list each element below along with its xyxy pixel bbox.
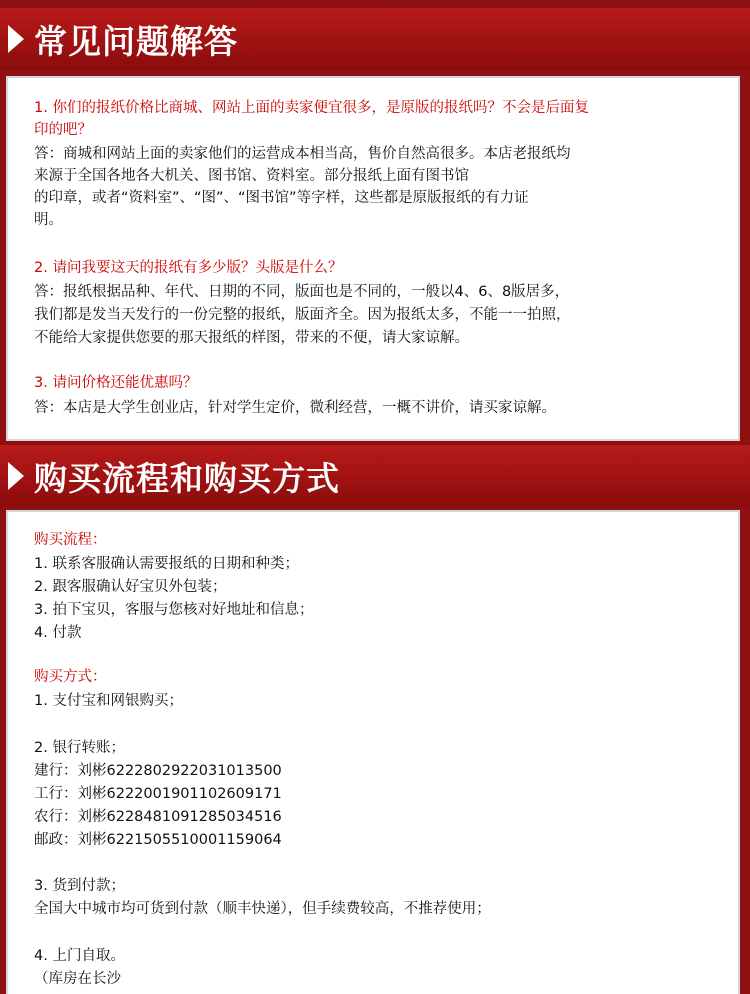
faq-answer-1-line: 明。 [34,212,63,228]
faq-question-1-cont: 印的吧？ [34,122,92,138]
bank-account: 邮政：刘彬6221505510001159064 [34,832,282,848]
faq-answer-1-line: 答：商城和网站上面的卖家他们的运营成本相当高，售价自然高很多。本店老报纸均 [34,146,571,162]
bank-account: 农行：刘彬6228481091285034516 [34,809,282,825]
methods-heading: 购买方式： [34,669,107,685]
chevron-right-icon [8,462,24,490]
faq-answer-3-line: 答：本店是大学生创业店，针对学生定价，微利经营，一概不讲价，请买家谅解。 [34,400,556,416]
method-cod-desc: 全国大中城市均可货到付款（顺丰快递），但手续费较高，不推荐使用； [34,901,491,917]
process-step: 2. 跟客服确认好宝贝外包装； [34,579,227,595]
method-cod-heading: 3. 货到付款； [34,878,125,894]
faq-answer-2-line: 答：报纸根据品种、年代、日期的不同，版面也是不同的，一般以4、6、8版居多， [34,284,570,300]
purchase-section-title: 购买流程和购买方式 [34,458,340,498]
faq-section-banner [0,8,750,70]
process-step: 4. 付款 [34,625,82,641]
faq-section-title: 常见问题解答 [34,21,238,61]
method-alipay: 1. 支付宝和网银购买； [34,693,183,709]
chevron-right-icon [8,25,24,53]
faq-answer-2-line: 我们都是发当天发行的一份完整的报纸，版面齐全。因为报纸太多，不能一一拍照， [34,307,571,323]
faq-answer-1-line: 的印章，或者“资料室”、“图”、“图书馆”等字样，这些都是原版报纸的有力证 [34,190,529,206]
faq-answer-2-line: 不能给大家提供您要的那天报纸的样图，带来的不便，请大家谅解。 [34,330,469,346]
purchase-panel [6,510,740,994]
process-step: 3. 拍下宝贝，客服与您核对好地址和信息； [34,602,314,618]
process-heading: 购买流程： [34,532,107,548]
process-step: 1. 联系客服确认需要报纸的日期和种类； [34,556,299,572]
purchase-section-banner [0,445,750,507]
bank-account: 建行：刘彬6222802922031013500 [34,763,282,779]
faq-answer-1-line: 来源于全国各地各大机关、图书馆、资料室。部分报纸上面有图书馆 [34,168,469,184]
method-pickup-desc: （库房在长沙 [34,971,121,987]
faq-question-2: 2. 请问我要这天的报纸有多少版？头版是什么？ [34,260,343,276]
method-pickup-heading: 4. 上门自取。 [34,948,125,964]
faq-question-3: 3. 请问价格还能优惠吗？ [34,375,198,391]
method-bank-heading: 2. 银行转账； [34,740,125,756]
bank-account: 工行：刘彬6222001901102609171 [34,786,282,802]
faq-panel [6,76,740,441]
faq-question-1: 1. 你们的报纸价格比商城、网站上面的卖家便宜很多，是原版的报纸吗？不会是后面复 [34,100,589,116]
